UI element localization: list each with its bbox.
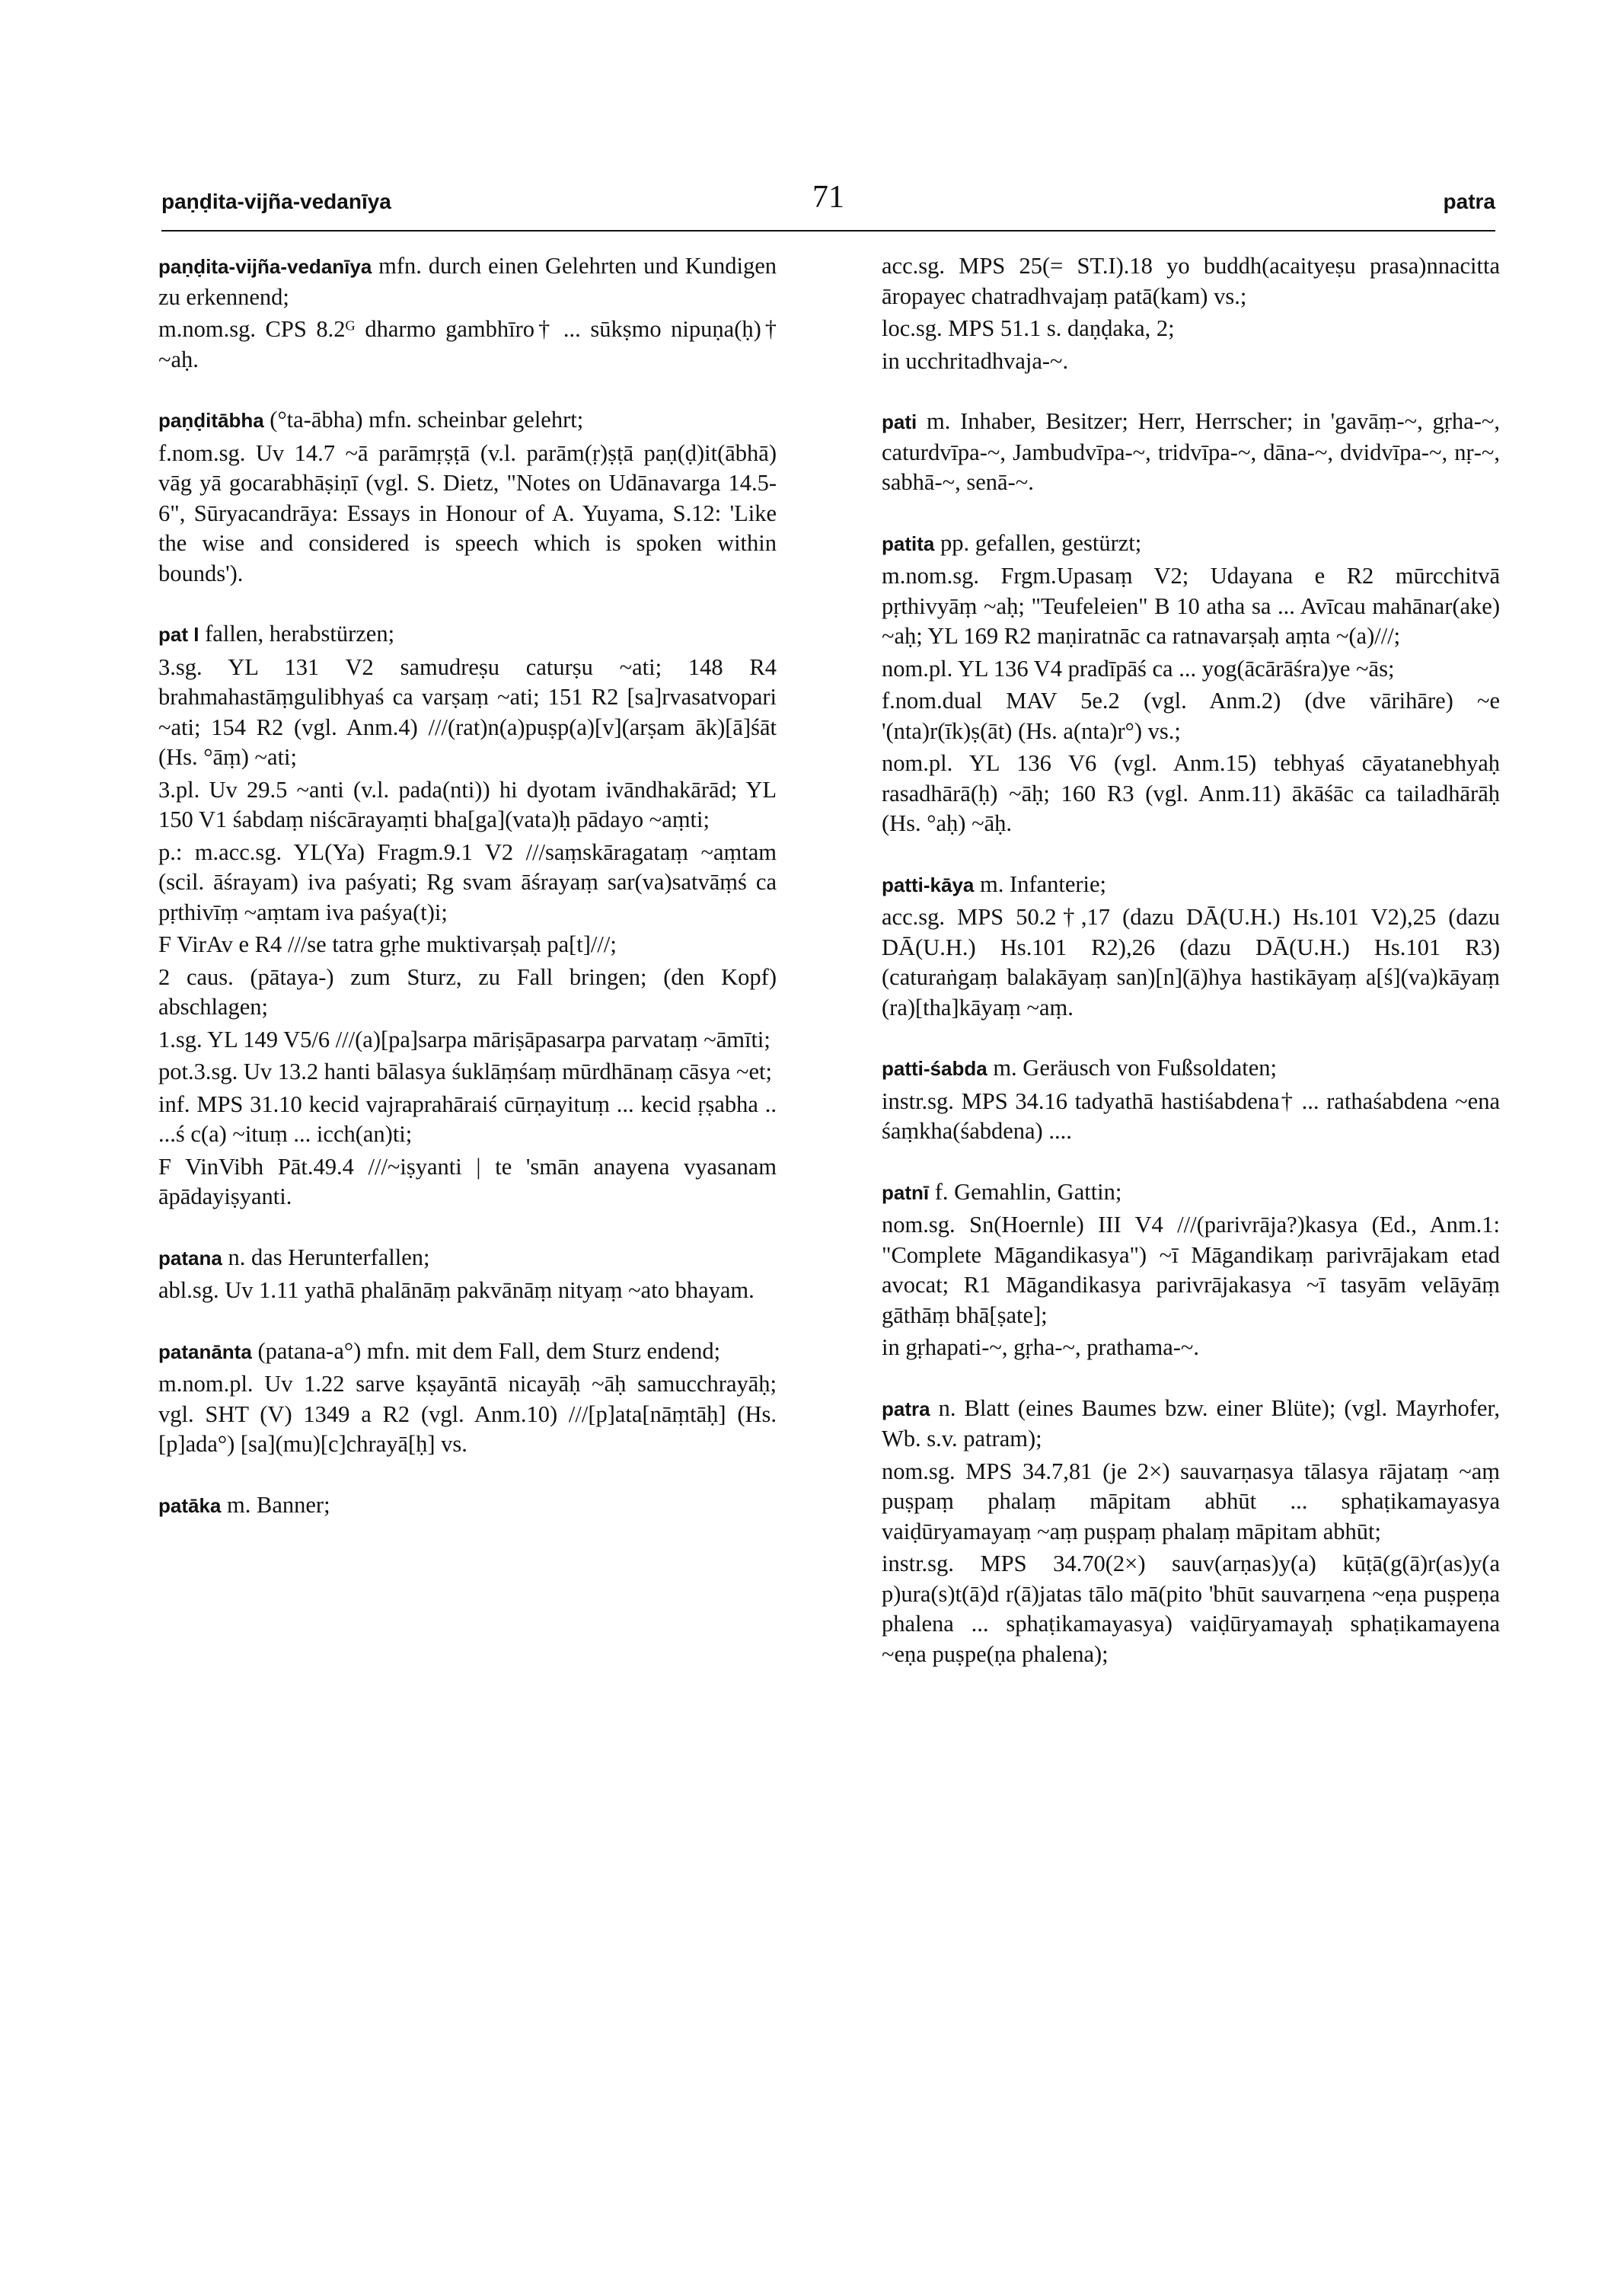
entry-citation — [882, 251, 1500, 311]
entry-definition — [158, 619, 777, 650]
entry-text: inf. MPS 31.10 kecid vajraprahāraiś cūrṇayituṃ ... kecid ṛṣabha .. ...ś c(a) ~ituṃ ... icch(an)ti; — [158, 1091, 777, 1147]
dictionary-entry-patra — [882, 1394, 1500, 1670]
entry-citation — [158, 1025, 777, 1056]
entry-definition — [882, 870, 1500, 901]
entry-citation — [158, 1276, 777, 1306]
entry-citation — [158, 963, 777, 1023]
entry-definition — [882, 1394, 1500, 1455]
dictionary-entry-pataka-cont — [882, 251, 1500, 376]
entry-headword: patnī — [882, 1180, 930, 1204]
entry-text: m.nom.sg. CPS 8.2ᴳ dharmo gambhīro† ... sūkṣmo nipuṇa(ḥ)† ~aḥ. — [158, 316, 777, 372]
entry-citation — [158, 1152, 777, 1212]
entry-text: m. Banner; — [221, 1491, 330, 1518]
entry-definition — [882, 1177, 1500, 1209]
entry-citation — [882, 686, 1500, 746]
entry-citation — [882, 749, 1500, 839]
entry-headword: patanānta — [158, 1340, 252, 1363]
entry-headword: pati — [882, 410, 917, 433]
entry-text: (patana-a°) mfn. mit dem Fall, dem Sturz endend; — [251, 1337, 721, 1364]
right-column — [882, 251, 1500, 1700]
entry-headword: patita — [882, 532, 935, 555]
entry-definition — [158, 251, 777, 312]
entry-definition — [158, 1490, 777, 1522]
entry-headword: paṇḍita-vijña-vedanīya — [158, 255, 372, 278]
entry-citation — [882, 1210, 1500, 1330]
dictionary-entry-patita — [882, 529, 1500, 839]
entry-text: mfn. durch einen Gelehrten und Kundigen zu erkennend; — [158, 253, 777, 310]
entry-text: acc.sg. MPS 25(= ST.I).18 yo buddh(acaityeṣu prasa)nnacitta āropayec chatradhvajaṃ patā(kam) vs.; — [882, 253, 1500, 309]
entry-headword: patti-śabda — [882, 1057, 987, 1080]
entry-citation — [882, 1457, 1500, 1547]
entry-text: nom.pl. YL 136 V4 pradīpāś ca ... yog(ācārāśra)ye ~ās; — [882, 655, 1395, 682]
entry-text: f.nom.dual MAV 5e.2 (vgl. Anm.2) (dve vārihāre) ~e '(nta)r(īk)ṣ(āt) (Hs. a(nta)r°) vs.; — [882, 688, 1500, 744]
dictionary-entry-patana — [158, 1243, 777, 1306]
entry-citation — [158, 315, 777, 375]
dictionary-entry-panditabha — [158, 405, 777, 589]
entry-citation — [882, 1549, 1500, 1669]
entry-text: 3.sg. YL 131 V2 samudreṣu caturṣu ~ati; 148 R4 brahmahastāṃgulibhyaś ca varṣaṃ ~ati; 151 R2 [sa]rvasatvopari ~ati; 154 R2 (vgl. Anm.4) ///(rat)n(a)puṣp(a)[v](arṣam āk)[ā]śāt (Hs. °āṃ) ~ati; — [158, 653, 777, 770]
dictionary-entry-pat — [158, 619, 777, 1212]
left-column — [158, 251, 777, 1551]
entry-text: pp. gefallen, gestürzt; — [934, 529, 1142, 556]
entry-citation — [882, 1087, 1500, 1147]
entry-text: nom.sg. MPS 34.7,81 (je 2×) sauvarṇasya tālasya rājataṃ ~aṃ puṣpaṃ phalaṃ māpitam abhūt ... sphaṭikamayasya vaiḍūryamayaṃ ~aṃ puṣpaṃ phalaṃ māpitam abhūt; — [882, 1458, 1500, 1544]
entry-text: loc.sg. MPS 51.1 s. daṇḍaka, 2; — [882, 315, 1175, 341]
entry-text: in gṛhapati-~, gṛha-~, prathama-~. — [882, 1334, 1200, 1360]
entry-text: m.nom.pl. Uv 1.22 sarve kṣayāntā nicayāḥ ~āḥ samucchrayāḥ; vgl. SHT (V) 1349 a R2 (vgl. Anm.10) ///[p]ata[nāṃtāḥ] (Hs. [p]ada°) [sa](mu)[c]chrayā[ḥ] vs. — [158, 1371, 777, 1457]
header-rule — [161, 230, 1495, 232]
dictionary-entry-pati — [882, 407, 1500, 498]
entry-text: fallen, herabstürzen; — [199, 621, 395, 647]
entry-text: 2 caus. (pātaya-) zum Sturz, zu Fall bringen; (den Kopf) abschlagen; — [158, 963, 777, 1020]
dictionary-entry-pataka — [158, 1490, 777, 1522]
entry-text: f. Gemahlin, Gattin; — [929, 1178, 1122, 1205]
entry-text: 1.sg. YL 149 V5/6 ///(a)[pa]sarpa māriṣāpasarpa parvataṃ ~āmīti; — [158, 1026, 771, 1052]
entry-headword: patana — [158, 1246, 222, 1270]
entry-citation — [158, 838, 777, 928]
entry-text: n. Blatt (eines Baumes bzw. einer Blüte); (vgl. Mayrhofer, Wb. s.v. patram); — [882, 1394, 1500, 1452]
entry-citation — [882, 347, 1500, 377]
entry-citation — [158, 775, 777, 835]
entry-definition — [158, 1337, 777, 1368]
entry-citation — [158, 1057, 777, 1088]
page-number: 71 — [812, 180, 844, 215]
entry-text: f.nom.sg. Uv 14.7 ~ā parāmṛṣṭā (v.l. parām(ṛ)ṣṭā paṇ(ḍ)it(ābhā) vāg yā gocarabhāṣiṇī (vgl. S. Dietz, "Notes on Udānavarga 14.5-6", Sūryacandrāya: Essays in Honour of A. Yuyama, S.12: 'Like the wise and considered is speech which is spoken within bounds'). — [158, 439, 777, 586]
entry-text: instr.sg. MPS 34.70(2×) sauv(arṇas)y(a) kūṭā(g(ā)r(as)y(a p)ura(s)t(ā)d r(ā)jatas tālo mā(pito 'bhūt sauvarṇena ~eṇa puṣpeṇa phalena ... sphaṭikamayasya) vaiḍūryamayaḥ sphaṭikamayena ~eṇa puṣpe(ṇa phalena); — [882, 1551, 1500, 1667]
running-head-right: patra — [1443, 190, 1495, 213]
entry-text: nom.pl. YL 136 V6 (vgl. Anm.15) tebhyaś cāyatanebhyaḥ rasadhārā(ḥ) ~āḥ; 160 R3 (vgl. Anm.11) ākāśāc ca tailadhārāḥ (Hs. °aḥ) ~āḥ. — [882, 750, 1500, 836]
entry-text: p.: m.acc.sg. YL(Ya) Fragm.9.1 V2 ///saṃskāragataṃ ~aṃtam (scil. āśrayam) iva paśyati; Rg svam āśrayaṃ sar(va)satvāṃś ca pṛthivīṃ ~aṃtam iva paśya(t)i; — [158, 838, 777, 925]
dictionary-entry-pandita-vijna-vedaniya — [158, 251, 777, 375]
entry-citation — [882, 902, 1500, 1023]
entry-text: n. das Herunterfallen; — [222, 1244, 430, 1270]
entry-text: (°ta-ābha) mfn. scheinbar gelehrt; — [263, 407, 584, 433]
running-head-left: paṇḍita-vijña-vedanīya — [161, 190, 391, 213]
dictionary-entry-patti-sabda — [882, 1053, 1500, 1147]
entry-text: F VinVibh Pāt.49.4 ///~iṣyanti | te 'smān anayena vyasanam āpādayiṣyanti. — [158, 1153, 777, 1209]
dictionary-entry-patni — [882, 1177, 1500, 1363]
entry-headword: paṇḍitābha — [158, 409, 264, 432]
entry-text: pot.3.sg. Uv 13.2 hanti bālasya śuklāṃśaṃ mūrdhānaṃ cāsya ~et; — [158, 1059, 772, 1084]
entry-definition — [882, 407, 1500, 498]
entry-text: m. Infanterie; — [974, 870, 1106, 897]
entry-definition — [158, 405, 777, 436]
entry-text: F VirAv e R4 ///se tatra gṛhe muktivarṣaḥ pa[t]///; — [158, 931, 617, 957]
entry-definition — [882, 529, 1500, 560]
entry-headword: patra — [882, 1397, 930, 1420]
running-head — [161, 179, 1495, 232]
entry-citation — [158, 930, 777, 960]
entry-definition — [882, 1053, 1500, 1084]
entry-citation — [158, 1369, 777, 1460]
entry-headword: patāka — [158, 1493, 222, 1517]
entry-text: abl.sg. Uv 1.11 yathā phalānāṃ pakvānāṃ nityaṃ ~ato bhayam. — [158, 1277, 755, 1303]
entry-text: instr.sg. MPS 34.16 tadyathā hastiśabdena† ... rathaśabdena ~ena śaṃkha(śabdena) .... — [882, 1088, 1500, 1144]
entry-text: m. Inhaber, Besitzer; Herr, Herrscher; in 'gavāṃ-~, gṛha-~, caturdvīpa-~, Jambudvīpa-~, tridvīpa-~, dāna-~, dvidvīpa-~, nṛ-~, sabhā-~, senā-~. — [882, 408, 1500, 495]
entry-text: 3.pl. Uv 29.5 ~anti (v.l. pada(nti)) hi dyotam ivāndhakārād; YL 150 V1 śabdaṃ niścārayaṃti bha[ga](vata)ḥ pādayo ~aṃti; — [158, 776, 777, 832]
dictionary-entry-patti-kaya — [882, 870, 1500, 1024]
entry-citation — [158, 653, 777, 773]
entry-citation — [882, 1333, 1500, 1363]
entry-headword: pat I — [158, 623, 199, 646]
entry-text: m. Geräusch von Fußsoldaten; — [987, 1055, 1278, 1081]
entry-citation — [882, 561, 1500, 652]
entry-text: in ucchritadhvaja-~. — [882, 347, 1069, 374]
entry-headword: patti-kāya — [882, 873, 975, 896]
entry-text: nom.sg. Sn(Hoernle) III V4 ///(parivrāja?)kasya (Ed., Anm.1: "Complete Māgandikasya") ~ī Māgandikaṃ parivrājakam etad avocat; R1 Māgandikasya parivrājakasya ~ī tasyām velāyāṃ gāthāṃ bhā[ṣate]; — [882, 1212, 1500, 1328]
entry-citation — [158, 1090, 777, 1150]
entry-citation — [158, 439, 777, 589]
entry-citation — [882, 314, 1500, 344]
dictionary-entry-patananta — [158, 1337, 777, 1460]
entry-citation — [882, 654, 1500, 685]
entry-text: acc.sg. MPS 50.2†,17 (dazu DĀ(U.H.) Hs.101 V2),25 (dazu DĀ(U.H.) Hs.101 R2),26 (dazu DĀ(U.H.) Hs.101 R3) (caturaṅgaṃ balakāyaṃ san)[n](ā)hya hastikāyaṃ a[ś](va)kāyaṃ (ra)[tha]kāyaṃ ~aṃ. — [882, 904, 1500, 1020]
entry-definition — [158, 1243, 777, 1274]
entry-text: m.nom.sg. Frgm.Upasaṃ V2; Udayana e R2 mūrcchitvā pṛthivyāṃ ~aḥ; "Teufeleien" B 10 atha sa ... Avīcau mahānar(ake) ~aḥ; YL 169 R2 maṇiratnāc ca ratnavarṣaḥ aṃta ~(a)///; — [882, 563, 1500, 649]
